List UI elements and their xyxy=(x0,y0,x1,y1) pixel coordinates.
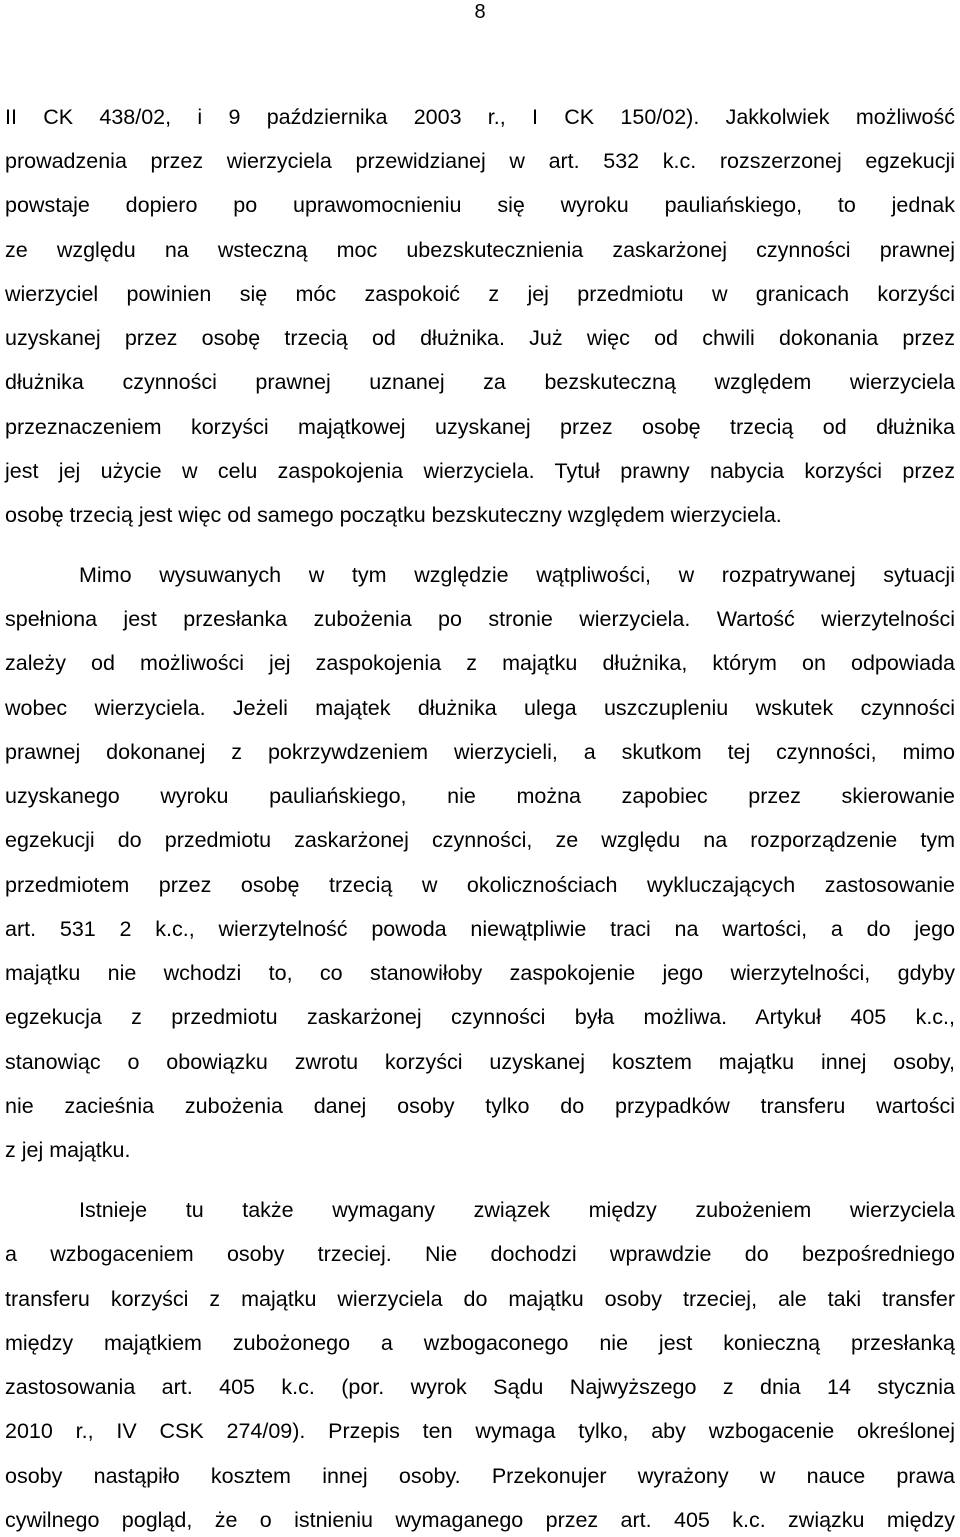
text-line: uzyskanego wyroku pauliańskiego, nie można zapobiec przez skierowanie xyxy=(5,784,955,808)
text-line: nie zacieśnia zubożenia danej osoby tylko do przypadków transferu wartości xyxy=(5,1094,955,1118)
text-line: spełniona jest przesłanka zubożenia po stronie wierzyciela. Wartość wierzytelności xyxy=(5,607,955,631)
text-line: osobę trzecią jest więc od samego początku bezskuteczny względem wierzyciela. xyxy=(5,503,782,527)
text-line: dłużnika czynności prawnej uznanej za bezskuteczną względem wierzyciela xyxy=(5,370,955,394)
text-line: Mimo wysuwanych w tym względzie wątpliwości, w rozpatrywanej sytuacji xyxy=(79,563,955,587)
text-line: wobec wierzyciela. Jeżeli majątek dłużnika ulega uszczupleniu wskutek czynności xyxy=(5,696,955,720)
text-line: majątku nie wchodzi to, co stanowiłoby zaspokojenie jego wierzytelności, gdyby xyxy=(5,961,955,985)
text-line: egzekucja z przedmiotu zaskarżonej czynności była możliwa. Artykuł 405 k.c., xyxy=(5,1005,955,1029)
text-line: przedmiotem przez osobę trzecią w okolicznościach wykluczających zastosowanie xyxy=(5,873,955,897)
text-line: przeznaczeniem korzyści majątkowej uzyskanej przez osobę trzecią od dłużnika xyxy=(5,415,955,439)
text-line: II CK 438/02, i 9 października 2003 r., I CK 150/02). Jakkolwiek możliwość xyxy=(5,105,955,129)
text-line: Istnieje tu także wymagany związek między zubożeniem wierzyciela xyxy=(79,1198,955,1222)
page-number: 8 xyxy=(474,1,486,23)
text-line: 2010 r., IV CSK 274/09). Przepis ten wymaga tylko, aby wzbogacenie określonej xyxy=(5,1419,955,1443)
text-line: ze względu na wsteczną moc ubezskutecznienia zaskarżonej czynności prawnej xyxy=(5,238,955,262)
text-line: cywilnego pogląd, że o istnieniu wymaganego przez art. 405 k.c. związku między xyxy=(5,1508,955,1532)
text-line: zależy od możliwości jej zaspokojenia z majątku dłużnika, którym on odpowiada xyxy=(5,651,955,675)
text-line: osoby nastąpiło kosztem innej osoby. Przekonujer wyrażony w nauce prawa xyxy=(5,1464,955,1488)
text-line: art. 531 2 k.c., wierzytelność powoda niewątpliwie traci na wartości, a do jego xyxy=(5,917,955,941)
text-line: stanowiąc o obowiązku zwrotu korzyści uzyskanej kosztem majątku innej osoby, xyxy=(5,1050,955,1074)
text-line: transferu korzyści z majątku wierzyciela do majątku osoby trzeciej, ale taki transfer xyxy=(5,1287,955,1311)
text-line: zastosowania art. 405 k.c. (por. wyrok Sądu Najwyższego z dnia 14 stycznia xyxy=(5,1375,955,1399)
text-line: między majątkiem zubożonego a wzbogaconego nie jest konieczną przesłanką xyxy=(5,1331,955,1355)
text-line: prawnej dokonanej z pokrzywdzeniem wierzycieli, a skutkom tej czynności, mimo xyxy=(5,740,955,764)
text-line: jest jej użycie w celu zaspokojenia wierzyciela. Tytuł prawny nabycia korzyści przez xyxy=(5,459,955,483)
text-line: z jej majątku. xyxy=(5,1138,131,1162)
text-line: wierzyciel powinien się móc zaspokoić z jej przedmiotu w granicach korzyści xyxy=(5,282,955,306)
text-line: powstaje dopiero po uprawomocnieniu się wyroku pauliańskiego, to jednak xyxy=(5,193,955,217)
text-line: a wzbogaceniem osoby trzeciej. Nie dochodzi wprawdzie do bezpośredniego xyxy=(5,1242,955,1266)
text-line: uzyskanej przez osobę trzecią od dłużnika. Już więc od chwili dokonania przez xyxy=(5,326,955,350)
text-line: prowadzenia przez wierzyciela przewidzianej w art. 532 k.c. rozszerzonej egzekucji xyxy=(5,149,955,173)
text-line: egzekucji do przedmiotu zaskarżonej czynności, ze względu na rozporządzenie tym xyxy=(5,828,955,852)
